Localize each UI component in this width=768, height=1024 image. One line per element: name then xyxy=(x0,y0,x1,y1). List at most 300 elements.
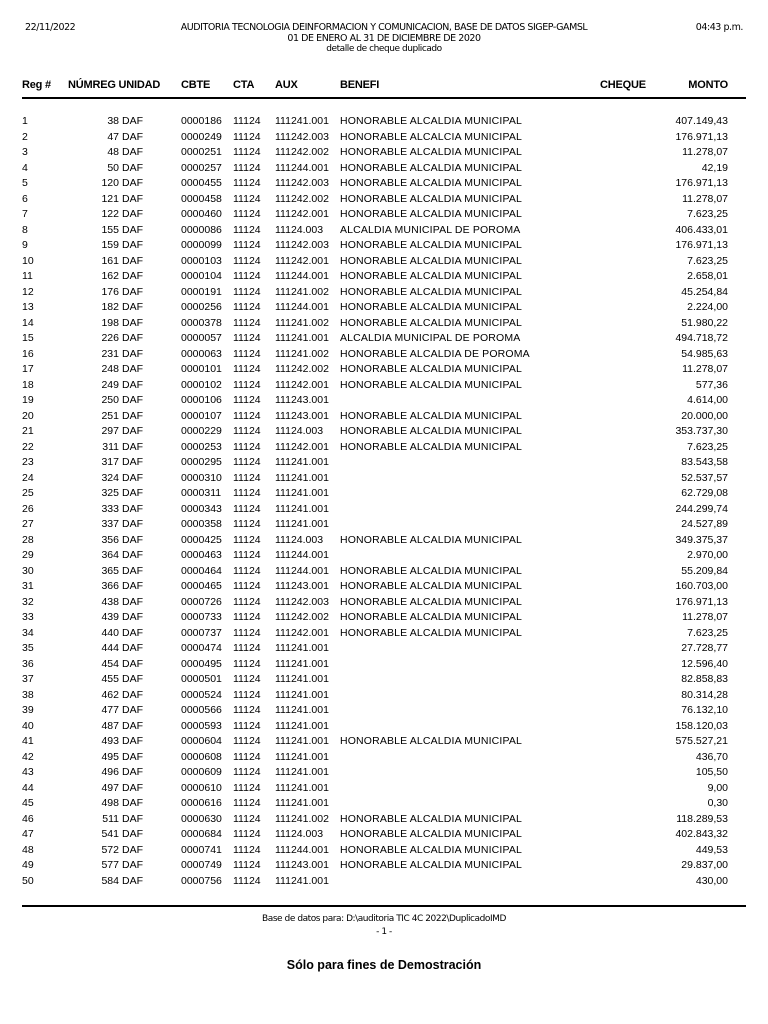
table-row xyxy=(0,424,768,440)
cell-monto: 7.623,25 xyxy=(687,626,728,639)
cell-monto: 76.132,10 xyxy=(681,704,728,716)
cell-reg: 26 xyxy=(22,502,34,515)
cell-cbte: 0000495 xyxy=(181,657,222,670)
cell-numreg: 337 xyxy=(101,518,119,530)
cell-monto: 20.000,00 xyxy=(681,409,728,422)
table-row xyxy=(0,796,768,812)
cell-aux: 111242.001 xyxy=(275,626,329,639)
cell-cta: 11124 xyxy=(233,332,261,344)
cell-cta: 11124 xyxy=(233,456,261,468)
cell-monto: 402.843,32 xyxy=(675,828,728,840)
cell-cta: 11124 xyxy=(233,502,261,515)
cell-cbte: 0000104 xyxy=(181,270,222,282)
cell-numreg: 250 xyxy=(101,394,119,406)
cell-unidad: DAF xyxy=(122,285,143,298)
cell-numreg: 366 xyxy=(101,580,119,592)
cell-monto: 80.314,28 xyxy=(681,688,728,701)
cell-reg: 36 xyxy=(22,657,34,670)
cell-benefi: HONORABLE ALCALDIA MUNICIPAL xyxy=(340,192,522,205)
cell-benefi: HONORABLE ALCALDIA MUNICIPAL xyxy=(340,161,522,174)
report-time: 04:43 p.m. xyxy=(695,22,743,33)
cell-monto: 160.703,00 xyxy=(675,580,728,592)
cell-reg: 48 xyxy=(22,843,34,856)
table-row xyxy=(0,672,768,688)
table-row xyxy=(0,393,768,409)
cell-cbte: 0000458 xyxy=(181,192,222,205)
cell-cbte: 0000358 xyxy=(181,518,222,530)
cell-monto: 45.254,84 xyxy=(681,285,728,298)
cell-cta: 11124 xyxy=(233,750,261,763)
table-row xyxy=(0,719,768,735)
table-row xyxy=(0,145,768,161)
cell-aux: 111241.001 xyxy=(275,115,329,127)
table-row xyxy=(0,688,768,704)
cell-cbte: 0000609 xyxy=(181,766,222,778)
cell-unidad: DAF xyxy=(122,502,143,515)
cell-cbte: 0000733 xyxy=(181,611,222,623)
cell-unidad: DAF xyxy=(122,657,143,670)
cell-cbte: 0000616 xyxy=(181,797,222,809)
cell-aux: 111241.001 xyxy=(275,518,329,530)
cell-aux: 111241.001 xyxy=(275,657,329,670)
cell-cta: 11124 xyxy=(233,285,261,298)
cell-cta: 11124 xyxy=(233,409,261,422)
cell-numreg: 497 xyxy=(101,781,119,794)
table-row xyxy=(0,843,768,859)
table-row xyxy=(0,285,768,301)
cell-reg: 13 xyxy=(22,301,34,313)
cell-benefi: HONORABLE ALCALDIA MUNICIPAL xyxy=(340,812,522,825)
cell-unidad: DAF xyxy=(122,533,143,546)
cell-reg: 43 xyxy=(22,766,34,778)
col-cbte: CBTE xyxy=(181,79,211,91)
cell-numreg: 231 xyxy=(101,347,119,360)
table-row xyxy=(0,455,768,471)
cell-monto: 436,70 xyxy=(695,750,728,763)
cell-aux: 111242.001 xyxy=(275,440,329,453)
cell-cta: 11124 xyxy=(233,626,261,639)
cell-numreg: 249 xyxy=(101,378,119,391)
cell-numreg: 439 xyxy=(101,611,119,623)
table-row xyxy=(0,269,768,285)
cell-cbte: 0000425 xyxy=(181,533,222,546)
cell-aux: 111244.001 xyxy=(275,270,329,282)
cell-cbte: 0000343 xyxy=(181,502,222,515)
cell-reg: 30 xyxy=(22,564,34,577)
cell-cta: 11124 xyxy=(233,363,261,375)
cell-cta: 11124 xyxy=(233,611,261,623)
table-row xyxy=(0,641,768,657)
cell-aux: 111242.003 xyxy=(275,239,329,251)
cell-monto: 11.278,07 xyxy=(682,146,728,158)
cell-aux: 111244.001 xyxy=(275,564,329,577)
cell-reg: 27 xyxy=(22,518,34,530)
cell-benefi: ALCALDIA MUNICIPAL DE POROMA xyxy=(340,223,521,236)
cell-reg: 4 xyxy=(22,161,28,174)
cell-numreg: 176 xyxy=(101,285,119,298)
cell-numreg: 325 xyxy=(101,487,119,499)
cell-aux: 111244.001 xyxy=(275,549,329,561)
cell-aux: 111242.001 xyxy=(275,254,329,267)
cell-reg: 14 xyxy=(22,316,34,329)
cell-benefi: HONORABLE ALCALDIA MUNICIPAL xyxy=(340,409,522,422)
table-row xyxy=(0,579,768,595)
cell-cbte: 0000474 xyxy=(181,642,222,654)
cell-unidad: DAF xyxy=(122,239,143,251)
cell-aux: 111242.001 xyxy=(275,378,329,391)
cell-cbte: 0000749 xyxy=(181,859,222,871)
cell-reg: 34 xyxy=(22,626,34,639)
cell-aux: 111241.001 xyxy=(275,502,329,515)
table-row xyxy=(0,316,768,332)
cell-benefi: HONORABLE ALCALDIA MUNICIPAL xyxy=(340,595,522,608)
cell-cbte: 0000378 xyxy=(181,316,222,329)
table-row xyxy=(0,440,768,456)
cell-cbte: 0000102 xyxy=(181,378,222,391)
table-row xyxy=(0,114,768,130)
cell-unidad: DAF xyxy=(122,146,143,158)
cell-aux: 111244.001 xyxy=(275,161,329,174)
cell-unidad: DAF xyxy=(122,487,143,499)
cell-benefi: HONORABLE ALCALDIA MUNICIPAL xyxy=(340,177,522,189)
cell-benefi: HONORABLE ALCALDIA MUNICIPAL xyxy=(340,285,522,298)
cell-unidad: DAF xyxy=(122,456,143,468)
cell-monto: 176.971,13 xyxy=(675,177,728,189)
cell-reg: 45 xyxy=(22,797,34,809)
cell-monto: 244.299,74 xyxy=(675,502,728,515)
cell-aux: 111242.003 xyxy=(275,177,329,189)
cell-aux: 111242.002 xyxy=(275,363,329,375)
cell-cbte: 0000311 xyxy=(181,487,222,499)
cell-benefi: HONORABLE ALCALDIA MUNICIPAL xyxy=(340,301,522,313)
cell-numreg: 577 xyxy=(101,859,119,871)
cell-cbte: 0000057 xyxy=(181,332,222,344)
cheque-table xyxy=(0,114,768,889)
cell-cta: 11124 xyxy=(233,239,261,251)
cell-benefi: HONORABLE ALCALDIA MUNICIPAL xyxy=(340,270,522,282)
cell-monto: 12.596,40 xyxy=(681,657,728,670)
cell-numreg: 454 xyxy=(101,657,119,670)
cell-numreg: 477 xyxy=(101,704,119,716)
col-reg: Reg # xyxy=(22,79,51,91)
cell-unidad: DAF xyxy=(122,254,143,267)
cell-aux: 111243.001 xyxy=(275,394,329,406)
cell-numreg: 121 xyxy=(101,192,119,205)
col-monto: MONTO xyxy=(688,79,728,91)
cell-benefi: HONORABLE ALCALDIA MUNICIPAL xyxy=(340,440,522,453)
cell-benefi: HONORABLE ALCALDIA MUNICIPAL xyxy=(340,208,522,220)
cell-numreg: 444 xyxy=(101,642,119,654)
cell-cbte: 0000251 xyxy=(181,146,222,158)
cell-numreg: 498 xyxy=(101,797,119,809)
cell-cta: 11124 xyxy=(233,471,261,484)
cell-cta: 11124 xyxy=(233,673,261,685)
table-row xyxy=(0,595,768,611)
table-row xyxy=(0,238,768,254)
cell-cbte: 0000101 xyxy=(181,363,222,375)
cell-numreg: 511 xyxy=(102,812,119,825)
cell-cbte: 0000593 xyxy=(181,719,222,732)
cell-cbte: 0000741 xyxy=(181,843,222,856)
cell-cta: 11124 xyxy=(233,130,261,143)
cell-reg: 1 xyxy=(22,115,28,127)
cell-cbte: 0000465 xyxy=(181,580,222,592)
cell-aux: 111242.002 xyxy=(275,192,329,205)
cell-reg: 33 xyxy=(22,611,34,623)
cell-numreg: 182 xyxy=(101,301,119,313)
table-row xyxy=(0,517,768,533)
cell-numreg: 356 xyxy=(101,533,119,546)
demo-notice: Sólo para fines de Demostración xyxy=(286,958,482,972)
cell-aux: 111241.002 xyxy=(275,812,329,825)
cell-reg: 15 xyxy=(22,332,34,344)
table-row xyxy=(0,750,768,766)
cell-numreg: 48 xyxy=(107,146,119,158)
table-row xyxy=(0,626,768,642)
cell-unidad: DAF xyxy=(122,270,143,282)
cell-cbte: 0000464 xyxy=(181,564,222,577)
cell-monto: 2.224,00 xyxy=(687,301,728,313)
cell-aux: 111241.001 xyxy=(275,704,329,716)
cell-benefi: HONORABLE ALCALDIA MUNICIPAL xyxy=(340,254,522,267)
cell-numreg: 297 xyxy=(101,425,119,437)
cell-reg: 5 xyxy=(22,177,28,189)
cell-reg: 10 xyxy=(22,254,34,267)
cell-cta: 11124 xyxy=(233,564,261,577)
cell-benefi: HONORABLE ALCALDIA MUNICIPAL xyxy=(340,378,522,391)
table-row xyxy=(0,300,768,316)
cell-unidad: DAF xyxy=(122,611,143,623)
cell-aux: 111241.001 xyxy=(275,673,329,685)
cell-benefi: HONORABLE ALCALDIA MUNICIPAL xyxy=(340,363,522,375)
cell-monto: 4.614,00 xyxy=(687,394,728,406)
report-period: 01 DE ENERO AL 31 DE DICIEMBRE DE 2020 xyxy=(287,33,481,44)
cell-numreg: 438 xyxy=(101,595,119,608)
table-row xyxy=(0,192,768,208)
cell-monto: 118.289,53 xyxy=(676,812,728,825)
cell-aux: 111243.001 xyxy=(275,409,329,422)
cell-benefi: HONORABLE ALCALDIA MUNICIPAL xyxy=(340,533,522,546)
cell-cbte: 0000608 xyxy=(181,750,222,763)
cell-cbte: 0000191 xyxy=(181,285,222,298)
cell-monto: 7.623,25 xyxy=(687,208,728,220)
cell-monto: 7.623,25 xyxy=(687,440,728,453)
table-row xyxy=(0,378,768,394)
page-number: - 1 - xyxy=(376,927,392,937)
cell-aux: 111241.001 xyxy=(275,766,329,778)
cell-unidad: DAF xyxy=(122,115,143,127)
cell-numreg: 50 xyxy=(107,161,119,174)
cell-reg: 3 xyxy=(22,146,28,158)
table-row xyxy=(0,471,768,487)
cell-monto: 406.433,01 xyxy=(675,223,728,236)
cell-aux: 111241.001 xyxy=(275,688,329,701)
cell-aux: 111241.002 xyxy=(275,316,329,329)
cell-numreg: 155 xyxy=(101,223,119,236)
cell-reg: 25 xyxy=(22,487,34,499)
cell-numreg: 38 xyxy=(107,115,119,127)
cell-unidad: DAF xyxy=(122,595,143,608)
cell-cta: 11124 xyxy=(233,859,261,871)
cell-aux: 111241.001 xyxy=(275,456,329,468)
footer-divider xyxy=(22,905,746,907)
cell-cbte: 0000099 xyxy=(181,239,222,251)
cell-cbte: 0000186 xyxy=(181,115,222,127)
cell-cbte: 0000610 xyxy=(181,781,222,794)
cell-numreg: 487 xyxy=(101,719,119,732)
cell-reg: 16 xyxy=(22,347,34,360)
cell-unidad: DAF xyxy=(122,316,143,329)
cell-monto: 176.971,13 xyxy=(675,239,728,251)
cell-unidad: DAF xyxy=(122,518,143,530)
cell-benefi: HONORABLE ALCALDIA MUNICIPAL xyxy=(340,611,522,623)
cell-cbte: 0000737 xyxy=(181,626,222,639)
cell-monto: 7.623,25 xyxy=(687,254,728,267)
cell-monto: 353.737,30 xyxy=(675,425,728,437)
cell-unidad: DAF xyxy=(122,766,143,778)
cell-benefi: HONORABLE ALCALDIA MUNICIPAL xyxy=(340,859,522,871)
cell-reg: 28 xyxy=(22,533,34,546)
cell-benefi: HONORABLE ALCALDIA MUNICIPAL xyxy=(340,843,522,856)
cell-reg: 2 xyxy=(22,130,28,143)
cell-aux: 111241.001 xyxy=(275,735,329,747)
cell-numreg: 324 xyxy=(101,471,119,484)
col-benefi: BENEFI xyxy=(340,79,380,91)
cell-reg: 17 xyxy=(22,363,34,375)
cell-aux: 111241.001 xyxy=(275,642,329,654)
column-header-row xyxy=(0,79,768,93)
table-row xyxy=(0,331,768,347)
cell-cbte: 0000630 xyxy=(181,812,222,825)
cell-aux: 111241.001 xyxy=(275,471,329,484)
cell-cta: 11124 xyxy=(233,394,261,406)
cell-unidad: DAF xyxy=(122,192,143,205)
cell-monto: 158.120,03 xyxy=(675,719,728,732)
cell-monto: 11.278,07 xyxy=(682,192,728,205)
cell-monto: 2.658,01 xyxy=(687,270,728,282)
cell-cta: 11124 xyxy=(233,270,261,282)
cell-cbte: 0000086 xyxy=(181,223,222,236)
cell-numreg: 251 xyxy=(101,409,119,422)
cell-reg: 44 xyxy=(22,781,34,794)
table-row xyxy=(0,812,768,828)
cell-unidad: DAF xyxy=(122,363,143,375)
cell-unidad: DAF xyxy=(122,161,143,174)
cell-cta: 11124 xyxy=(233,735,261,747)
cell-cta: 11124 xyxy=(233,378,261,391)
cell-monto: 575.527,21 xyxy=(675,735,728,747)
col-cta: CTA xyxy=(233,79,255,91)
cell-unidad: DAF xyxy=(122,564,143,577)
cell-cbte: 0000524 xyxy=(181,688,222,701)
cell-aux: 111241.001 xyxy=(275,750,329,763)
cell-reg: 9 xyxy=(22,239,28,251)
cell-numreg: 495 xyxy=(101,750,119,763)
cell-cbte: 0000726 xyxy=(181,595,222,608)
cell-aux: 111243.001 xyxy=(275,580,329,592)
cell-reg: 11 xyxy=(22,270,33,282)
cell-numreg: 440 xyxy=(101,626,119,639)
table-row xyxy=(0,176,768,192)
cell-benefi: ALCALDIA MUNICIPAL DE POROMA xyxy=(340,332,521,344)
cell-reg: 7 xyxy=(22,208,28,220)
cell-reg: 41 xyxy=(22,735,34,747)
cell-unidad: DAF xyxy=(122,394,143,406)
cell-aux: 111242.003 xyxy=(275,595,329,608)
cell-numreg: 333 xyxy=(101,502,119,515)
cell-cta: 11124 xyxy=(233,301,261,313)
cell-numreg: 311 xyxy=(102,440,119,453)
cell-reg: 49 xyxy=(22,859,34,871)
cell-benefi: HONORABLE ALCALDIA MUNICIPAL xyxy=(340,626,522,639)
cell-aux: 111242.002 xyxy=(275,611,329,623)
cell-cbte: 0000295 xyxy=(181,456,222,468)
cell-unidad: DAF xyxy=(122,735,143,747)
cell-numreg: 462 xyxy=(101,688,119,701)
cell-aux: 11124.003 xyxy=(275,223,324,236)
cell-unidad: DAF xyxy=(122,471,143,484)
cell-benefi: HONORABLE ALCALDIA MUNICIPAL xyxy=(340,580,522,592)
table-row xyxy=(0,734,768,750)
cell-unidad: DAF xyxy=(122,750,143,763)
cell-monto: 105,50 xyxy=(695,766,728,778)
cell-cta: 11124 xyxy=(233,843,261,856)
cell-unidad: DAF xyxy=(122,812,143,825)
cell-cbte: 0000463 xyxy=(181,549,222,561)
table-row xyxy=(0,223,768,239)
report-title: AUDITORIA TECNOLOGIA DEINFORMACION Y COMUNICACION, BASE DE DATOS SIGEP-GAMSL xyxy=(180,22,588,33)
cell-reg: 18 xyxy=(22,378,34,391)
cell-unidad: DAF xyxy=(122,843,143,856)
table-row xyxy=(0,533,768,549)
cell-benefi: HONORABLE ALCALDIA MUNICIPAL xyxy=(340,239,522,251)
cell-monto: 62.729,08 xyxy=(681,487,728,499)
cell-cta: 11124 xyxy=(233,146,261,158)
cell-numreg: 365 xyxy=(101,564,119,577)
cell-numreg: 161 xyxy=(101,254,119,267)
table-row xyxy=(0,765,768,781)
cell-cta: 11124 xyxy=(233,766,261,778)
cell-benefi: HONORABLE ALCALDIA MUNICIPAL xyxy=(340,425,522,437)
cell-aux: 111241.001 xyxy=(275,781,329,794)
cell-reg: 31 xyxy=(22,580,34,592)
cell-numreg: 455 xyxy=(101,673,119,685)
table-row xyxy=(0,858,768,874)
cell-numreg: 317 xyxy=(101,456,119,468)
cell-unidad: DAF xyxy=(122,208,143,220)
report-date: 22/11/2022 xyxy=(25,22,76,33)
cell-cbte: 0000756 xyxy=(181,874,222,887)
cell-cta: 11124 xyxy=(233,797,261,809)
cell-monto: 2.970,00 xyxy=(687,549,728,561)
cell-unidad: DAF xyxy=(122,409,143,422)
cell-benefi: HONORABLE ALCALDIA MUNICIPAL xyxy=(340,146,522,158)
cell-unidad: DAF xyxy=(122,549,143,561)
cell-reg: 32 xyxy=(22,595,34,608)
cell-numreg: 572 xyxy=(101,843,119,856)
cell-reg: 22 xyxy=(22,440,34,453)
cell-numreg: 120 xyxy=(101,177,119,189)
table-row xyxy=(0,874,768,890)
cell-unidad: DAF xyxy=(122,704,143,716)
database-path: Base de datos para: D:\auditoria TIC 4C 2022\DuplicadoIMD xyxy=(262,914,506,924)
cell-monto: 430,00 xyxy=(695,874,728,887)
cell-cbte: 0000229 xyxy=(181,425,222,437)
cell-cta: 11124 xyxy=(233,549,261,561)
cell-cbte: 0000106 xyxy=(181,394,222,406)
cell-cta: 11124 xyxy=(233,316,261,329)
cell-monto: 176.971,13 xyxy=(675,595,728,608)
